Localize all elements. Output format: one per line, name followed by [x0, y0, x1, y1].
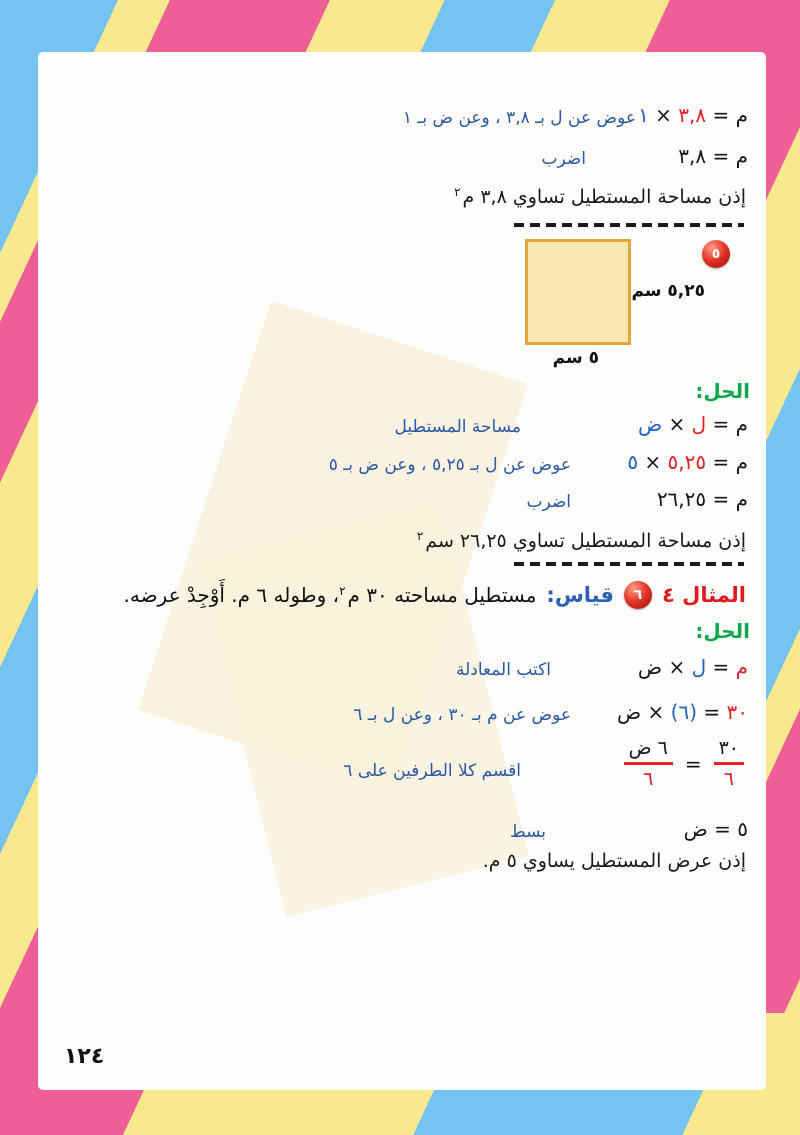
equation: م = ٣,٨	[678, 144, 748, 168]
equals-sign: =	[684, 751, 702, 776]
solution-label: الحل:	[695, 619, 750, 643]
fraction-bar	[714, 762, 744, 765]
equation-line	[52, 654, 748, 681]
numerator: ٦ ض	[628, 737, 668, 759]
figure-height-label: ٥,٢٥ سم	[631, 281, 705, 301]
figure-width-label: ٥ سم	[552, 348, 599, 368]
separator-dashed-line	[514, 223, 744, 227]
equation: م = ل × ض	[637, 412, 748, 436]
superscript: ٢	[454, 185, 461, 199]
hint-label: بسط	[509, 822, 546, 842]
fraction-equation	[624, 737, 744, 790]
conclusion-line	[52, 523, 746, 550]
equation-line	[52, 449, 748, 476]
equation: م = ٥,٢٥ × ٥	[627, 450, 748, 474]
hint-label: اكتب المعادلة	[455, 660, 551, 680]
hint-label: عوض عن م بـ ٣٠ ، وعن ل بـ ٦	[353, 705, 571, 725]
equation: م = ٣,٨ × ١	[638, 103, 748, 127]
conclusion-text: إذن مساحة المستطيل تساوي ٣,٨ م$^٢$	[454, 185, 746, 208]
fraction-bar	[624, 762, 673, 765]
hint-label: اضرب	[541, 149, 586, 169]
hint-label: عوض عن ل بـ ٥,٢٥ ، وعن ض بـ ٥	[328, 455, 571, 475]
equation-line	[52, 102, 748, 129]
equation: م = ل × ض	[637, 655, 748, 679]
fraction	[624, 737, 673, 790]
denominator: ٦	[723, 768, 734, 790]
hint-label: اقسم كلا الطرفين على ٦	[343, 761, 521, 781]
page-number: ١٢٤	[64, 1044, 105, 1069]
category-label: قياس:	[546, 583, 615, 607]
textbook-page	[38, 52, 766, 1090]
denominator: ٦	[643, 768, 654, 790]
conclusion-text: إذن مساحة المستطيل تساوي ٢٦,٢٥ سم$^٢$	[416, 529, 746, 552]
equation-line	[52, 816, 748, 843]
equation: ٣٠ = (٦) × ض	[616, 700, 748, 724]
equation: ٥ = ض	[683, 817, 748, 841]
square-figure	[525, 239, 631, 345]
separator-dashed-line	[514, 562, 744, 566]
example-header	[48, 581, 746, 609]
problem-statement: مستطيل مساحته ٣٠ م$^٢$، وطوله ٦ م. أَوْجِدْ عرضه.	[123, 583, 537, 607]
equation-line	[52, 411, 748, 438]
fraction	[714, 737, 744, 790]
hint-label: مساحة المستطيل	[394, 417, 521, 437]
conclusion-line	[52, 179, 746, 206]
problem-number-badge: ٥	[702, 240, 730, 268]
problem-number-badge: ٦	[624, 581, 652, 609]
equation-line	[52, 486, 748, 513]
superscript: ٢	[339, 584, 346, 598]
superscript: ٢	[416, 529, 424, 543]
conclusion-line	[52, 848, 746, 875]
equation: م = ٢٦,٢٥	[656, 487, 748, 511]
conclusion-text: إذن عرض المستطيل يساوي ٥ م.	[482, 850, 746, 872]
hint-label: اضرب	[526, 492, 571, 512]
hint-label: عوض عن ل بـ ٣,٨ ، وعن ض بـ ١	[402, 108, 636, 128]
example-title: المثال ٤	[662, 583, 746, 607]
solution-label: الحل:	[695, 379, 750, 403]
equation-line	[52, 143, 748, 170]
numerator: ٣٠	[718, 737, 739, 759]
equation-line	[52, 699, 748, 726]
